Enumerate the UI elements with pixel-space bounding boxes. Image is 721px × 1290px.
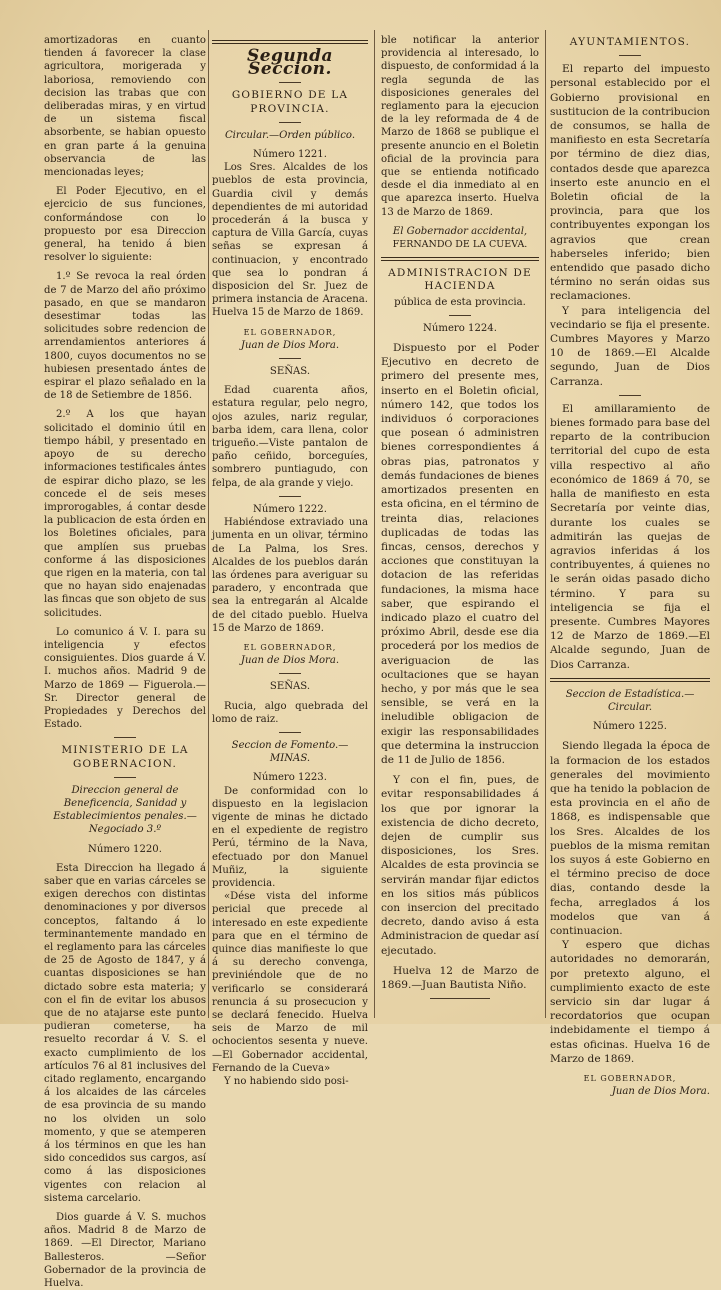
paragraph: El Poder Ejecutivo, en el ejercicio de sus funciones, conformándose con lo propuesto por esa Direccion general, ha tenido á bien resolver lo siguiente: <box>44 186 206 264</box>
paragraph: Y espero que dichas autoridades no demorarán, por pretexto alguno, el cumplimiento exacto de este servicio sin dar lugar á recordatorios que ocupan indebidamente el tiempo á estas oficinas. Huelva 16 de Marzo de 1869. <box>550 939 710 1065</box>
column-rule <box>208 30 209 1018</box>
column-3 <box>381 34 539 1019</box>
paragraph: Y no habiendo sido posi- <box>224 1076 349 1088</box>
notice-number: Número 1223. <box>253 772 327 784</box>
divider <box>449 315 471 316</box>
subheading: Seccion de Fomento.— MINAS. <box>231 739 349 765</box>
paragraph: Huelva 12 de Marzo de 1869.—Juan Bautista Niño. <box>381 964 539 991</box>
paragraph: Rucia, algo quebrada del lomo de raiz. <box>212 700 368 725</box>
column-rule <box>545 30 546 1018</box>
paragraph: El amillaramiento de bienes formado para base del reparto de la contribucion territorial del cupo de esta villa respectivo al año económico de 1869 á 70, se halla de manifiesto en esta Secretaría por veinte dias, durante los cuales se admitirán las quejas de agravios inferidas á los contribuyentes, á quienes no le serán oidas pasado dicho término. Y para su inteligencia se fija el presente. Cumbres Mayores 12 de Marzo de 1869.—El Alcalde segundo, Juan de Dios Carranza. <box>550 402 710 671</box>
paragraph: De conformidad con lo dispuesto en la legislacion vigente de minas he dictado en el expediente de registro Perú, término de la Nava, efectuado por don Manuel Muñiz, la siguiente providencia. <box>212 785 368 889</box>
signature-title: El Gobernador accidental, <box>392 225 528 237</box>
subheading: Seccion de Estadística.—Circular. <box>565 688 695 713</box>
divider <box>550 678 710 682</box>
notice-number: Número 1222. <box>253 503 327 515</box>
paragraph: Esta Direccion ha llegado á saber que en varias cárceles se exigen derechos con distintas denominaciones y por diversos conceptos, faltando á lo terminantemente mandado en el reglamento para las cárceles de 25 de Agosto de 1847, y á cuantas disposiciones se han dictado sobre esta materia; y con el fin de evitar los abusos que de no atajarse este punto pudieran cometerse, ha resuelto recordar á V. S. el exacto cumplimiento de los artículos 76 al 81 inclusives del citado reglamento, encargando á los alcaides de las cárceles de esa provincia de su mando no los olviden un solo momento, y que se atemperen á los términos en que les han sido concedidos sus cargos, así como á las disposiciones vigentes con relacion al sistema carcelario. <box>44 862 206 1204</box>
subheading: SEÑAS. <box>269 681 311 693</box>
section-title: Segunda Seccion. <box>246 46 334 80</box>
subheading: Direccion general de Beneficencia, Sanidad y Establecimientos penales.—Negociado 3.º <box>53 784 197 836</box>
divider <box>114 737 136 738</box>
divider <box>279 732 301 733</box>
divider <box>381 257 539 261</box>
paragraph: Edad cuarenta años, estatura regular, pelo negro, ojos azules, nariz regular, barba idem, cara llena, color trigueño.—Viste pantalon de paño ceñido, borceguíes, sombrero puntiagudo, con felpa, de ala grande y viejo. <box>212 385 368 489</box>
divider <box>114 777 136 778</box>
paragraph: Lo comunico á V. I. para su inteligencia y efectos consiguientes. Dios guarde á V. I. muchos años. Madrid 9 de Marzo de 1869 — Figuerola.—Sr. Director general de Propiedades y Derechos del Estado. <box>44 626 206 731</box>
subheading: Circular.—Orden público. <box>224 129 356 141</box>
signature-title: EL GOBERNADOR, <box>243 642 337 652</box>
paragraph: Dios guarde á V. S. muchos años. Madrid 8 de Marzo de 1869. —El Director, Mariano Ballesteros. —Señor Gobernador de la provincia de Huelva. <box>44 1212 206 1290</box>
section-heading: GOBIERNO DE LA PROVINCIA. <box>231 89 349 115</box>
signature-name: Juan de Dios Mora. <box>611 1086 710 1098</box>
divider <box>430 998 490 999</box>
paragraph: ble notificar la anterior providencia al interesado, lo dispuesto, de conformidad á la regla segunda de las disposiciones generales del reglamento para la ejecucion de la ley reformada de 4 de Marzo de 1868 se publique el presente anuncio en el Boletin oficial de la provincia para que se entienda notificado desde el dia inmediato al en que aparezca inserto. Huelva 13 de Marzo de 1869. <box>381 35 539 218</box>
column-rule <box>374 30 375 1018</box>
section-heading: ADMINISTRACION DE HACIENDA <box>388 267 532 293</box>
paragraph: «Dése vista del informe pericial que precede al interesado en este expediente para que en el término de quince dias manifieste lo que á su derecho convenga, previniéndole que de no verificarlo se considerará renuncia á su prosecucion y se declará fenecido. Huelva seis de Marzo de mil ochocientos sesenta y nueve.—El Gobernador accidental, Fernando de la Cueva» <box>212 891 368 1074</box>
signature-title: EL GOBERNADOR, <box>243 327 337 337</box>
signature-name: Juan de Dios Mora. <box>240 339 340 351</box>
paragraph: 2.º A los que hayan solicitado el dominio útil en tiempo hábil, y presentado en apoyo de su derecho informaciones testificales ántes de espirar dicho plazo, se les concede el de seis meses improrogables, á contar desde la publicacion de esta órden en los Boletines oficiales, para que amplíen sus pruebas conforme á las disposiciones que rigen en la materia, con tal que no hayan sido enajenadas las fincas que son objeto de sus solicitudes. <box>44 409 206 619</box>
notice-number: Número 1224. <box>423 322 497 334</box>
signature-title: EL GOBERNADOR, <box>583 1074 677 1084</box>
paragraph: Los Sres. Alcaldes de los pueblos de esta provincia, Guardia civil y demás dependientes de mi autoridad procederán á la busca y captura de Villa García, cuyas señas se expresan á continuacion, y encontrado que sea lo pondran á disposicion del Sr. Juez de primera instancia de Aracena. Huelva 15 de Marzo de 1869. <box>212 162 368 319</box>
divider <box>619 55 641 56</box>
column-1 <box>44 34 206 1290</box>
section-heading: MINISTERIO DE LA GOBERNACION. <box>61 744 189 770</box>
column-4 <box>550 34 710 1098</box>
divider <box>279 82 301 83</box>
divider <box>212 40 368 44</box>
column-2 <box>212 34 368 1088</box>
paragraph: amortizadoras en cuanto tienden á favorecer la clase agricultora, morigerada y laboriosa, removiendo con decision las trabas que con deliberadas miras, y en virtud de un sistema fiscal absorbente, se habian opuesto en gran parte á la genuina observancia de las mencionadas leyes; <box>44 35 206 179</box>
divider <box>279 122 301 123</box>
divider <box>279 496 301 497</box>
signature-name: Juan de Dios Mora. <box>240 655 340 667</box>
divider <box>279 358 301 359</box>
notice-number: Número 1221. <box>253 149 327 161</box>
paragraph: Y con el fin, pues, de evitar responsabilidades á los que por ignorar la existencia de dicho decreto, dejen de cumplir sus disposiciones, los Sres. Alcaldes de esta provincia se servirán mandar fijar edictos en los sitios más públicos con insercion del precitado decreto, dando aviso á esta Administracion de quedar así ejecutado. <box>381 774 540 957</box>
notice-number: Número 1225. <box>593 721 667 733</box>
paragraph: Siendo llegada la época de la formacion de los estados generales del movimiento que ha tenido la poblacion de esta provincia en el año de 1868, es indispensable que los Sres. Alcaldes de los pueblos de la misma remitan los suyos á este Gobierno en el término preciso de doce dias, contando desde la fecha, arreglados á los modelos que van á continuacion. <box>550 740 710 937</box>
paragraph: Dispuesto por el Poder Ejecutivo en decreto de primero del presente mes, inserto en el Boletin oficial, número 142, que todos los individuos ó corporaciones que posean ó administren bienes correspondientes á obras pias, patronatos y demás fundaciones de bienes amortizados presenten en esta oficina, en el término de treinta dias, relaciones duplicadas de todas las fincas, censos, derechos y acciones que constituyan la dotacion de las referidas fundaciones, la misma hace saber, que espirando el indicado plazo el cuatro del próximo Abril, desde ese dia procederá por los medios de averiguacion de las ocultaciones que se hayan hecho, y por más que le sea sensible, se verá en la ineludible obligacion de exigir las responsabilidades que determina la instruccion de 11 de Julio de 1856. <box>381 342 539 766</box>
paragraph: 1.º Se revoca la real órden de 7 de Marzo del año próximo pasado, en que se mandaron desestimar todas las solicitudes sobre redencion de arrendamientos anteriores á 1800, cuyos documentos no se hubiesen presentado ántes de espirar el plazo señalado en la de 18 de Setiembre de 1856. <box>44 271 206 402</box>
section-heading: AYUNTAMIENTOS. <box>569 36 691 48</box>
paragraph: Y para inteligencia del vecindario se fija el presente. Cumbres Mayores y Marzo 10 de 1869.—El Alcalde segundo, Juan de Dios Carranza. <box>550 304 710 388</box>
paragraph: Habiéndose extraviado una jumenta en un olivar, término de La Palma, los Sres. Alcaldes de los pueblos darán las órdenes para averiguar su paradero, y encontrada que sea la entregarán al Alcalde de del citado pueblo. Huelva 15 de Marzo de 1869. <box>212 517 368 634</box>
signature-name: FERNANDO DE LA CUEVA. <box>392 239 528 251</box>
divider <box>279 673 301 674</box>
divider <box>619 395 641 396</box>
subheading: SEÑAS. <box>269 366 311 378</box>
notice-number: Número 1220. <box>88 843 162 855</box>
subheading: pública de esta provincia. <box>394 296 526 308</box>
paragraph: El reparto del impuesto personal establecido por el Gobierno provisional en sustitucion de la contribucion de consumos, se halla de manifiesto en esta Secretaría por término de diez dias, contados desde que aparezca inserto este anuncio en el Boletin oficial de la provincia, para que los contribuyentes expongan los agravios que crean haberseles inferido; bien entendido que pasado dicho término no serán oidas sus reclamaciones. <box>550 63 710 303</box>
